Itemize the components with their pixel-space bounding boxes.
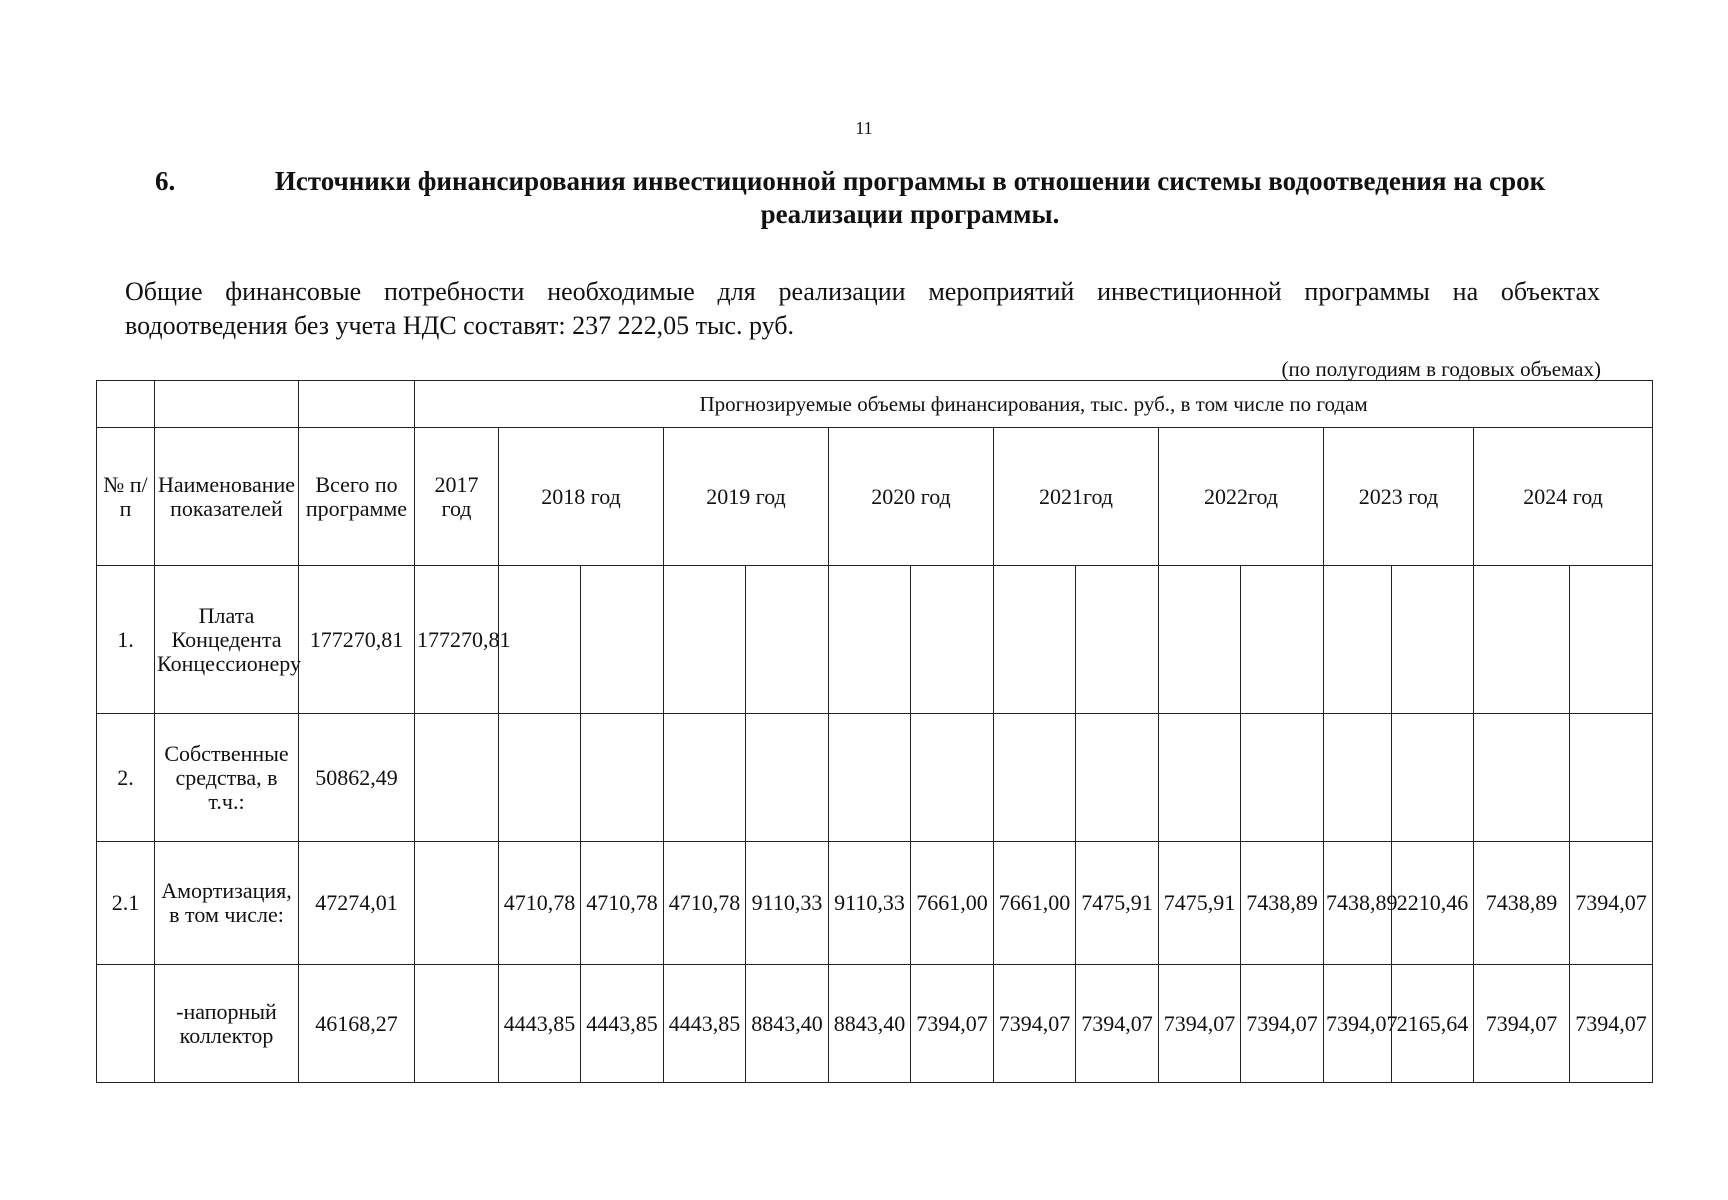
year-header-2017: 2017 год: [415, 428, 499, 566]
row-half-year-cell: 8843,40: [746, 965, 829, 1083]
row-half-year-cell: [581, 566, 664, 714]
table-header-row: [97, 428, 1653, 566]
row-half-year-cell: 7394,07: [1241, 965, 1324, 1083]
header-blank-cell: [299, 381, 415, 428]
row-half-year-cell: [1076, 714, 1159, 842]
row-half-year-cell: 7394,07: [1570, 842, 1653, 965]
units-note: (по полугодиям в годовых объемах): [1281, 357, 1601, 381]
row-half-year-cell: [746, 566, 829, 714]
row-half-year-cell: 7394,07: [1474, 965, 1570, 1083]
year-header-2021: 2021год: [994, 428, 1159, 566]
financing-table: [96, 380, 1653, 1083]
row-half-year-cell: [1570, 566, 1653, 714]
table-row: [97, 842, 1653, 965]
row-half-year-cell: [829, 714, 911, 842]
year-header-2022: 2022год: [1159, 428, 1324, 566]
table-header-top-row: [97, 381, 1653, 428]
row-half-year-cell: [1076, 566, 1159, 714]
row-total-cell: 47274,01: [299, 842, 415, 965]
row-half-year-cell: 7394,07: [1159, 965, 1241, 1083]
row-half-year-cell: [1241, 714, 1324, 842]
row-name-cell: Собственные средства, в т.ч.:: [155, 714, 299, 842]
row-half-year-cell: [664, 714, 746, 842]
row-half-year-cell: [994, 566, 1076, 714]
year-header-2023: 2023 год: [1324, 428, 1474, 566]
row-half-year-cell: [994, 714, 1076, 842]
row-name-cell: -напорный коллектор: [155, 965, 299, 1083]
forecast-header: Прогнозируемые объемы финансирования, тыс. руб., в том числе по годам: [415, 381, 1653, 428]
row-half-year-cell: 9110,33: [746, 842, 829, 965]
row-half-year-cell: 4443,85: [581, 965, 664, 1083]
row-half-year-cell: 9110,33: [829, 842, 911, 965]
row-half-year-cell: [1474, 714, 1570, 842]
row-half-year-cell: 7661,00: [911, 842, 994, 965]
table-row: [97, 714, 1653, 842]
header-blank-cell: [97, 381, 155, 428]
row-half-year-cell: 4443,85: [664, 965, 746, 1083]
row-half-year-cell: 4710,78: [581, 842, 664, 965]
row-half-year-cell: 7394,07: [1324, 965, 1392, 1083]
table-row: [97, 566, 1653, 714]
row-total-cell: 177270,81: [299, 566, 415, 714]
row-number-cell: 2.: [97, 714, 155, 842]
row-half-year-cell: 2210,46: [1392, 842, 1474, 965]
row-2017-cell: [415, 714, 499, 842]
row-half-year-cell: [581, 714, 664, 842]
row-half-year-cell: [1324, 566, 1392, 714]
row-half-year-cell: [1324, 714, 1392, 842]
row-name-cell: Плата Концедента Концессионеру: [155, 566, 299, 714]
row-half-year-cell: [499, 566, 581, 714]
row-half-year-cell: 2165,64: [1392, 965, 1474, 1083]
row-half-year-cell: 4710,78: [499, 842, 581, 965]
row-half-year-cell: [1159, 714, 1241, 842]
row-half-year-cell: [746, 714, 829, 842]
section-number: 6.: [155, 166, 176, 196]
row-half-year-cell: 7438,89: [1474, 842, 1570, 965]
year-header-2020: 2020 год: [829, 428, 994, 566]
year-header-2018: 2018 год: [499, 428, 664, 566]
row-half-year-cell: 7394,07: [911, 965, 994, 1083]
row-half-year-cell: [911, 714, 994, 842]
row-total-cell: 46168,27: [299, 965, 415, 1083]
row-half-year-cell: 7394,07: [1570, 965, 1653, 1083]
col-header-num: № п/п: [97, 428, 155, 566]
intro-paragraph: Общие финансовые потребности необходимые для реализации мероприятий инвестиционной программы на объектах водоотведения без учета НДС составят: 237 222,05 тыс. руб.: [125, 277, 1600, 340]
row-half-year-cell: 7438,89: [1324, 842, 1392, 965]
row-half-year-cell: [1392, 714, 1474, 842]
row-half-year-cell: 4710,78: [664, 842, 746, 965]
row-name-cell: Амортизация, в том числе:: [155, 842, 299, 965]
row-half-year-cell: [911, 566, 994, 714]
section-title: Источники финансирования инвестиционной программы в отношении системы водоотведения на срок реализации программы.: [274, 166, 1546, 229]
row-half-year-cell: [499, 714, 581, 842]
row-half-year-cell: 4443,85: [499, 965, 581, 1083]
row-2017-cell: [415, 965, 499, 1083]
table-row: [97, 965, 1653, 1083]
row-half-year-cell: 7475,91: [1159, 842, 1241, 965]
row-half-year-cell: 7394,07: [1076, 965, 1159, 1083]
row-half-year-cell: 7475,91: [1076, 842, 1159, 965]
row-half-year-cell: 7438,89: [1241, 842, 1324, 965]
col-header-total: Всего по программе: [299, 428, 415, 566]
row-number-cell: 2.1: [97, 842, 155, 965]
row-half-year-cell: 7394,07: [994, 965, 1076, 1083]
row-half-year-cell: [829, 566, 911, 714]
page-number: 11: [855, 118, 873, 138]
row-half-year-cell: [664, 566, 746, 714]
col-header-name: Наименование показателей: [155, 428, 299, 566]
row-half-year-cell: [1474, 566, 1570, 714]
row-half-year-cell: [1159, 566, 1241, 714]
year-header-2024: 2024 год: [1474, 428, 1653, 566]
row-half-year-cell: [1241, 566, 1324, 714]
header-blank-cell: [155, 381, 299, 428]
row-number-cell: 1.: [97, 566, 155, 714]
year-header-2019: 2019 год: [664, 428, 829, 566]
row-half-year-cell: 8843,40: [829, 965, 911, 1083]
row-half-year-cell: 7661,00: [994, 842, 1076, 965]
row-2017-cell: [415, 842, 499, 965]
row-total-cell: 50862,49: [299, 714, 415, 842]
row-half-year-cell: [1570, 714, 1653, 842]
row-number-cell: [97, 965, 155, 1083]
row-half-year-cell: [1392, 566, 1474, 714]
row-2017-cell: 177270,81: [415, 566, 499, 714]
